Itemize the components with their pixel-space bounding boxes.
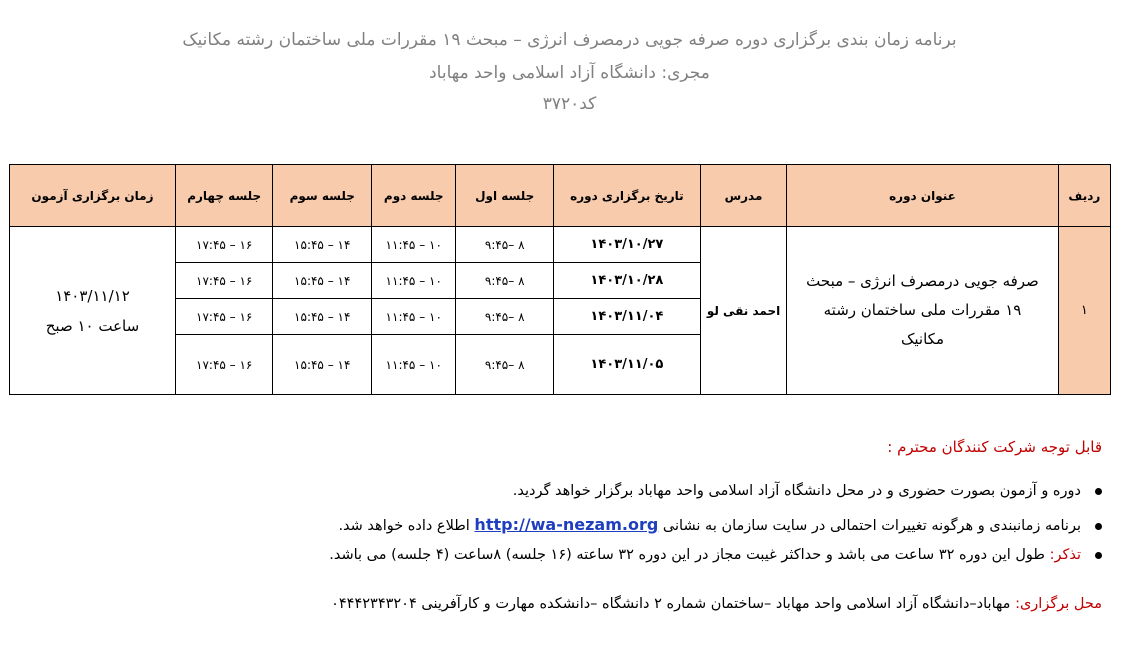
session-1-time: ۸ –۹:۴۵ — [456, 335, 554, 395]
header-teacher: مدرس — [700, 165, 786, 227]
session-3-time: ۱۴ – ۱۵:۴۵ — [273, 263, 372, 299]
course-code: کد۳۷۲۰ — [542, 94, 597, 114]
document-title: برنامه زمان بندی برگزاری دوره صرفه جویی درمصرف انرژی – مبحث ۱۹ مقررات ملی ساختمان رشته مکانیک — [182, 30, 957, 50]
table-row — [10, 227, 1111, 263]
bullet-icon — [1095, 488, 1102, 495]
session-date: ۱۴۰۳/۱۱/۰۴ — [553, 299, 700, 335]
venue-text: مهاباد–دانشگاه آزاد اسلامی واحد مهاباد –ساختمان شماره ۲ دانشگاه –دانشکده مهارت و کارآفرینی ۰۴۴۴۲۳۴۳۲۰۴ — [331, 596, 1016, 612]
note-text: دوره و آزمون بصورت حضوری و در محل دانشگاه آزاد اسلامی واحد مهاباد برگزار خواهد گردید. — [512, 483, 1081, 499]
course-title-cell — [787, 227, 1058, 395]
list-item — [513, 483, 1102, 499]
session-4-time: ۱۶ – ۱۷:۴۵ — [175, 263, 273, 299]
session-date: ۱۴۰۳/۱۰/۲۸ — [553, 263, 700, 299]
session-3-time: ۱۴ – ۱۵:۴۵ — [273, 299, 372, 335]
note-text: اطلاع داده خواهد شد. — [338, 518, 475, 534]
session-2-time: ۱۰ – ۱۱:۴۵ — [372, 335, 456, 395]
exam-date: ۱۴۰۳/۱۱/۱۲ — [55, 286, 130, 305]
bullet-icon — [1095, 523, 1102, 530]
notice-heading: قابل توجه شرکت کنندگان محترم : — [887, 438, 1102, 456]
session-2-time: ۱۰ – ۱۱:۴۵ — [372, 299, 456, 335]
row-number-cell: ۱ — [1058, 227, 1110, 395]
venue-line — [331, 596, 1102, 612]
exam-cell — [10, 227, 176, 395]
venue-label: محل برگزاری: — [1015, 596, 1102, 612]
schedule-table — [9, 164, 1111, 395]
header-exam-time: زمان برگزاری آزمون — [10, 165, 176, 227]
header-session-2: جلسه دوم — [372, 165, 456, 227]
session-3-time: ۱۴ – ۱۵:۴۵ — [273, 335, 372, 395]
session-1-time: ۸ –۹:۴۵ — [456, 299, 554, 335]
list-item — [338, 515, 1102, 534]
session-4-time: ۱۶ – ۱۷:۴۵ — [175, 335, 273, 395]
course-title: صرفه جویی درمصرف انرژی – مبحث ۱۹ مقررات ملی ساختمان رشته مکانیک — [806, 272, 1039, 348]
table-header-row — [10, 165, 1111, 227]
note-text: برنامه زمانبندی و هرگونه تغییرات احتمالی در سایت سازمان به نشانی — [658, 518, 1081, 534]
session-2-time: ۱۰ – ۱۱:۴۵ — [372, 263, 456, 299]
bullet-icon — [1095, 552, 1102, 559]
teacher-cell: احمد نقی لو — [700, 227, 786, 395]
session-1-time: ۸ –۹:۴۵ — [456, 227, 554, 263]
session-1-time: ۸ –۹:۴۵ — [456, 263, 554, 299]
session-4-time: ۱۶ – ۱۷:۴۵ — [175, 299, 273, 335]
organizer-line: مجری: دانشگاه آزاد اسلامی واحد مهاباد — [429, 63, 710, 83]
reminder-label: تذکر: — [1049, 547, 1081, 563]
website-link[interactable]: http://wa-nezam.org — [474, 515, 659, 534]
session-4-time: ۱۶ – ۱۷:۴۵ — [175, 227, 273, 263]
header-date: تاریخ برگزاری دوره — [553, 165, 700, 227]
header-course-title: عنوان دوره — [787, 165, 1058, 227]
exam-time: ساعت ۱۰ صبح — [45, 316, 140, 335]
header-session-3: جلسه سوم — [273, 165, 372, 227]
header-session-1: جلسه اول — [456, 165, 554, 227]
session-date: ۱۴۰۳/۱۰/۲۷ — [553, 227, 700, 263]
header-session-4: جلسه چهارم — [175, 165, 273, 227]
session-2-time: ۱۰ – ۱۱:۴۵ — [372, 227, 456, 263]
header-row-number: ردیف — [1058, 165, 1110, 227]
note-text: طول این دوره ۳۲ ساعت می باشد و حداکثر غیبت مجاز در این دوره ۳۲ ساعته (۱۶ جلسه) ۸ساعت (۴ جلسه) می باشد. — [329, 547, 1050, 563]
session-date: ۱۴۰۳/۱۱/۰۵ — [553, 335, 700, 395]
list-item — [329, 547, 1102, 563]
session-3-time: ۱۴ – ۱۵:۴۵ — [273, 227, 372, 263]
